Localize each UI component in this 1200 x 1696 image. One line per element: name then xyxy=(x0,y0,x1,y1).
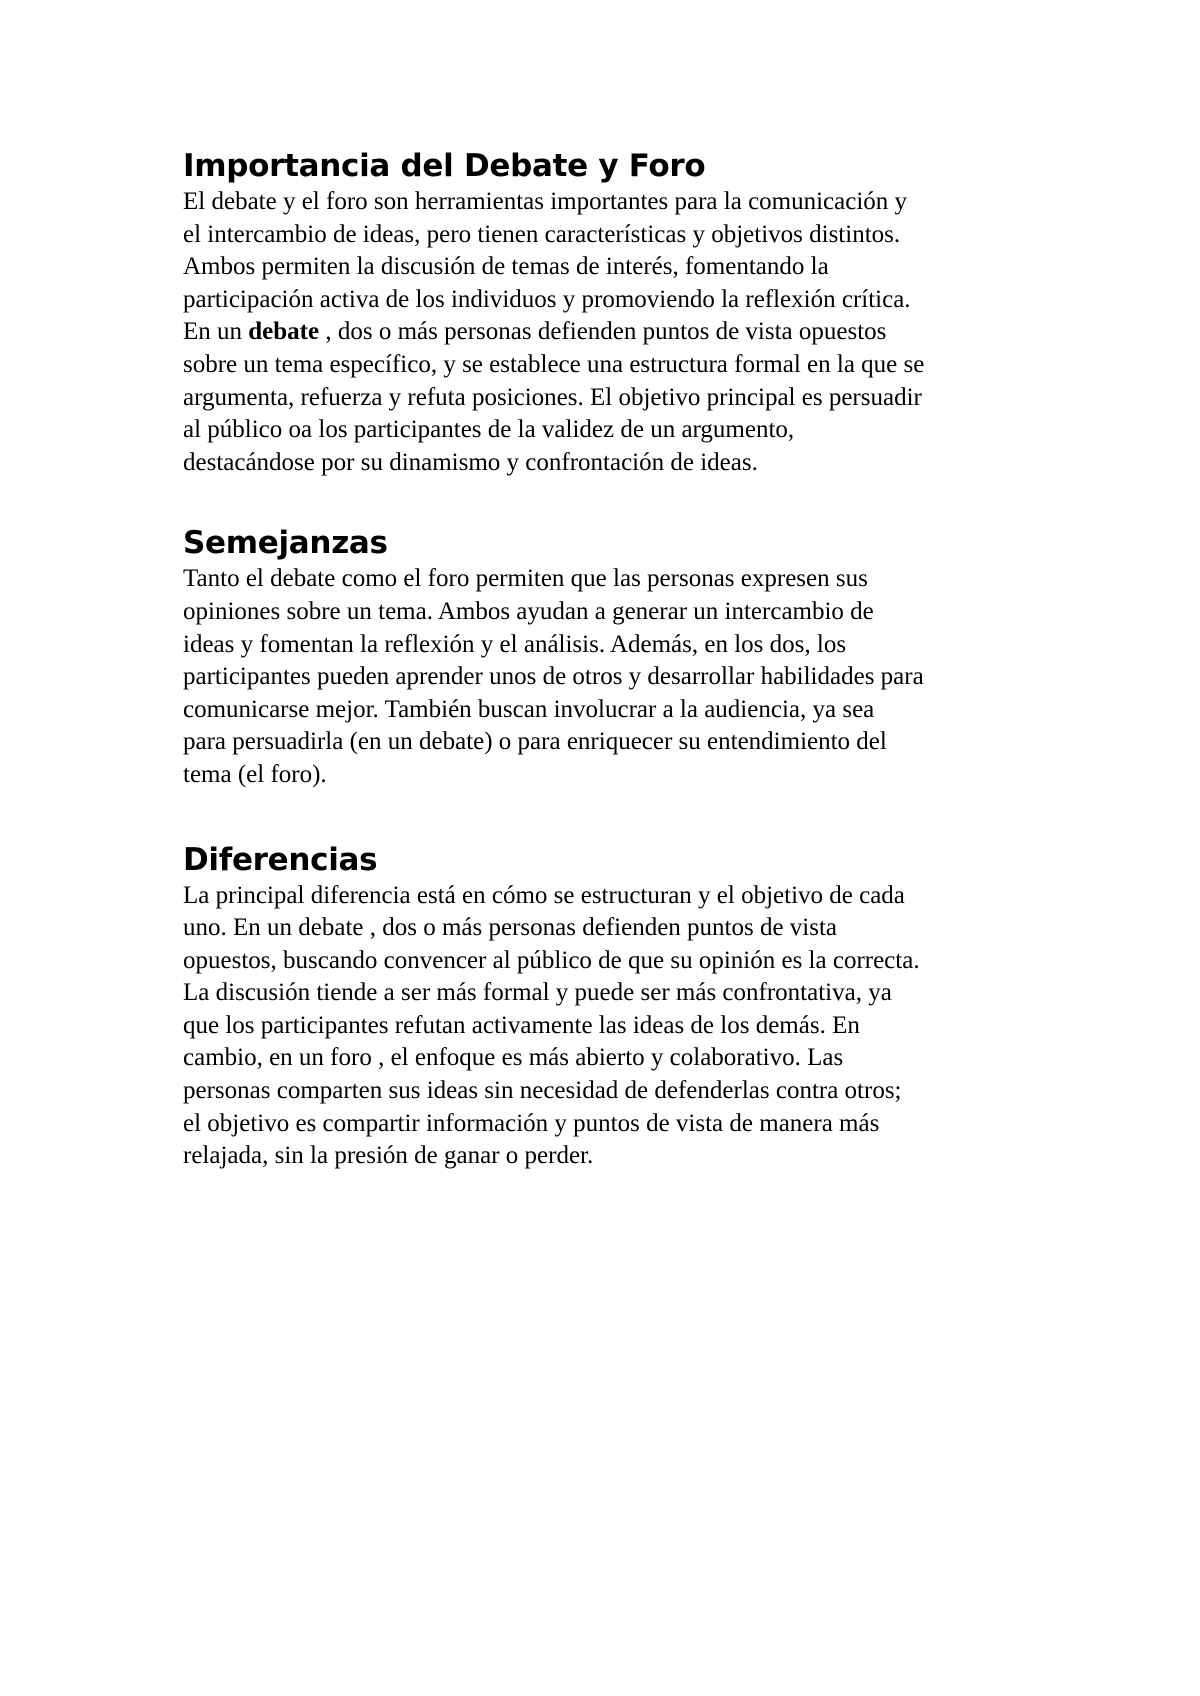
section-paragraph-semejanzas: Tanto el debate como el foro permiten que las personas expresen sus opiniones sobre un tema. Ambos ayudan a generar un intercambio de ideas y fomentan la reflexión y el análisis. Además, en los dos, los participantes pueden aprender unos de otros y desarrollar habilidades para comunicarse mejor. También buscan involucrar a la audiencia, ya sea para persuadirla (en un debate) o para enriquecer su entendimiento del tema (el foro). xyxy=(183,565,924,788)
section-paragraph-diferencias: La principal diferencia está en cómo se estructuran y el objetivo de cada uno. En un debate , dos o más personas defienden puntos de vista opuestos, buscando convencer al público de que su opinión es la correcta. La discusión tiende a ser más formal y puede ser más confrontativa, ya que los participantes refutan activamente las ideas de los demás. En cambio, en un foro , el enfoque es más abierto y colaborativo. Las personas comparten sus ideas sin necesidad de defenderlas contra otros; el objetivo es compartir información y puntos de vista de manera más relajada, sin la presión de ganar o perder. xyxy=(183,881,920,1170)
document-page xyxy=(183,146,1063,1173)
paragraph-text: , dos o más personas defienden puntos de vista opuestos sobre un tema específico, y se establece una estructura formal en la que se argumenta, refuerza y refuta posiciones. El objetivo principal es persuadir al público oa los participantes de la validez de un argumento, destacándose por su dinamismo y confrontación de ideas. xyxy=(183,318,925,476)
section-spacer xyxy=(183,792,1063,840)
section-title-importancia: Importancia del Debate y Foro xyxy=(183,148,706,184)
section-paragraph-importancia xyxy=(183,186,1063,479)
paragraph-text: El debate y el foro son herramientas importantes para la comunicación y el intercambio de ideas, pero tienen características y objetivos distintos. Ambos permiten la discusión de temas de interés, fomentando la participación activa de los individuos y promoviendo la reflexión crítica. En un xyxy=(183,188,911,346)
section-title-semejanzas: Semejanzas xyxy=(183,525,388,562)
section-spacer xyxy=(183,479,1063,523)
bold-term-debate: debate xyxy=(248,318,320,346)
section-title-diferencias: Diferencias xyxy=(183,841,378,878)
